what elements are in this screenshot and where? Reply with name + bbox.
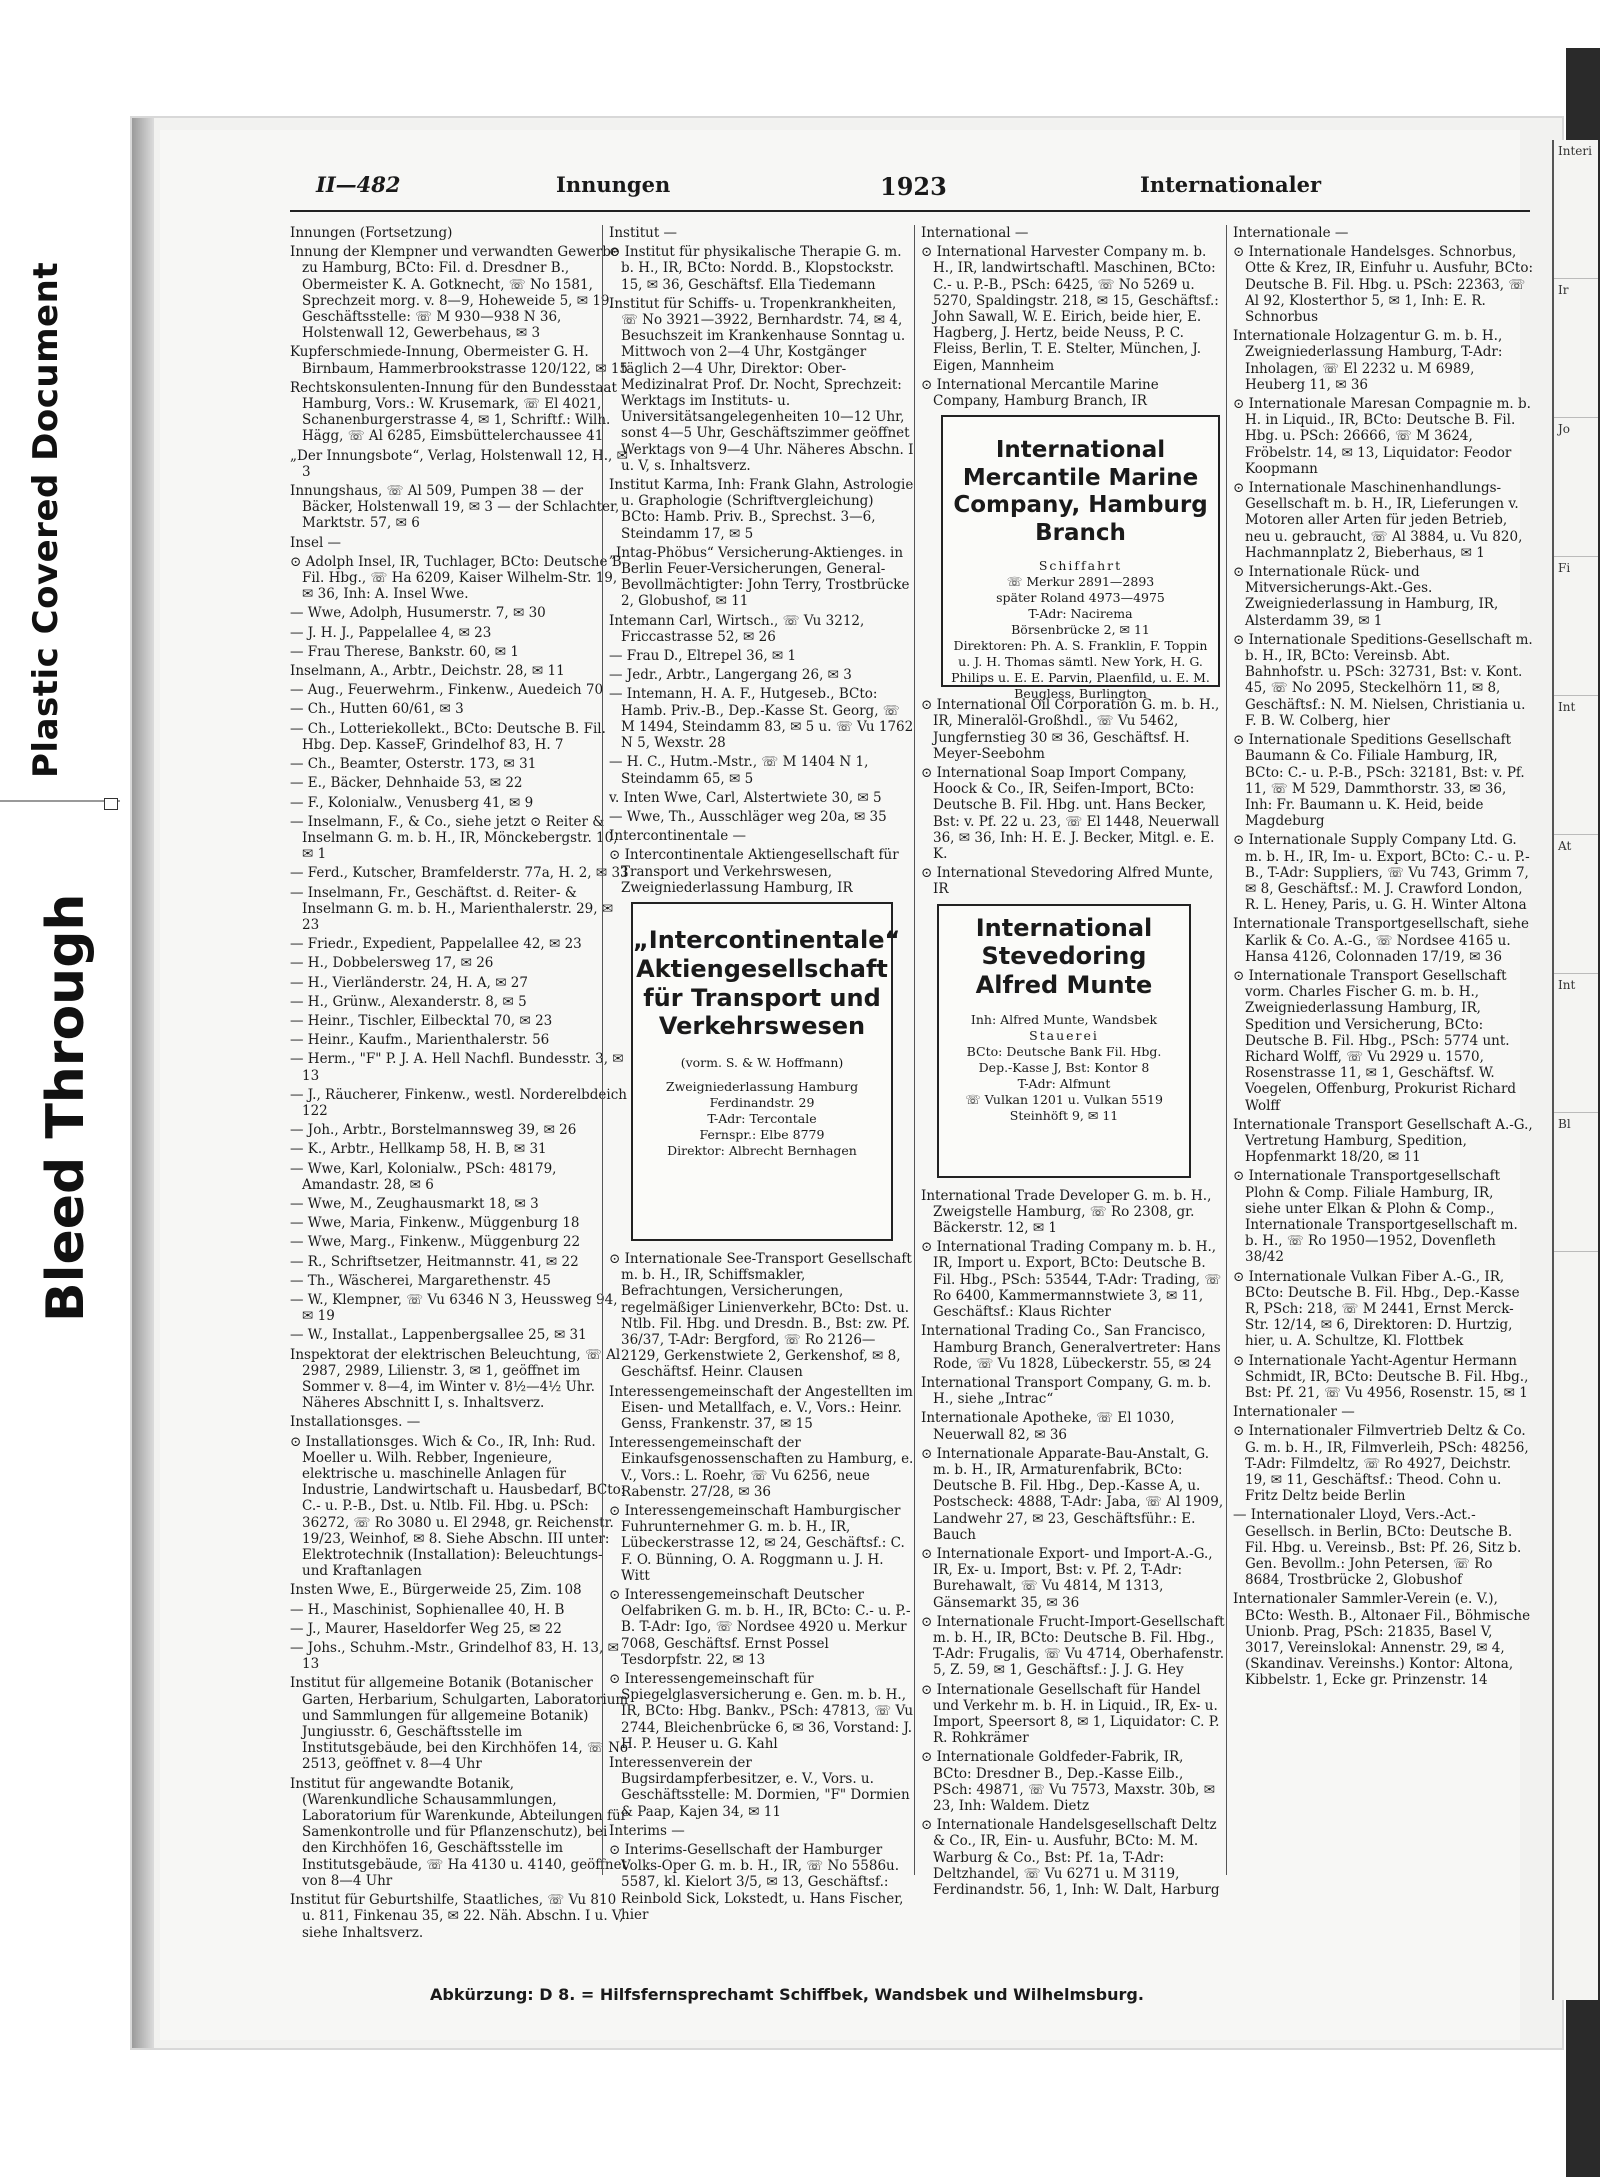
column-3	[914, 225, 1226, 1898]
directory-entry: Interessengemeinschaft der Einkaufsgenossenschaften zu Hamburg, e. V., Vors.: L. Roehr, ☏ Vu 6256, neue Rabenstr. 27/28, ✉ 36	[609, 1435, 914, 1500]
next-page-fragment: Interi	[1554, 140, 1598, 279]
ad-line: BCto: Deutsche Bank Fil. Hbg.	[966, 1044, 1162, 1060]
directory-entry: „Der Innungsbote“, Verlag, Holstenwall 12, H., ✉ 3	[290, 447, 628, 480]
directory-entry: — R., Schriftsetzer, Heitmannstr. 41, ✉ 22	[290, 1253, 579, 1270]
directory-entry: — H., Grünw., Alexanderstr. 8, ✉ 5	[290, 993, 527, 1010]
directory-entry: ⊙ Interessengemeinschaft für Spiegelglasversicherung e. Gen. m. b. H., IR, BCto: Hbg. Bankv., PSch: 47813, ☏ Vu 2744, Bleichenbrücke 6, ✉ 36, Vorstand: J. H. P. Heuser u. G. Kahl	[609, 1671, 914, 1752]
directory-entry: ⊙ Internationale Apparate-Bau-Anstalt, G. m. b. H., IR, Armaturenfabrik, BCto: Deutsche B. Fil. Hbg., Dep.-Kasse A, u. Postscheck: 4888, T-Adr: Jaba, ☏ Al 1909, Landwehr 27, ✉ 23, Geschäftsführ.: E. Bauch	[921, 1445, 1224, 1543]
directory-entry: Innungen (Fortsetzung)	[290, 225, 453, 241]
page-number: II—482	[316, 172, 401, 197]
directory-entry: — H. C., Hutm.-Mstr., ☏ M 1404 N 1, Steindamm 65, ✉ 5	[609, 754, 869, 787]
directory-entry: Internationale —	[1233, 225, 1349, 241]
directory-entry: — W., Installat., Lappenbergsallee 25, ✉ 31	[290, 1327, 587, 1344]
directory-entry: — Inselmann, Fr., Geschäftst. d. Reiter- & Inselmann G. m. b. H., Marienthalerstr. 29, ✉ 23	[290, 884, 614, 933]
directory-entry: International Trading Co., San Francisco, Hamburg Branch, Generalvertreter: Hans Rode, ☏ Vu 1828, Lübeckerstr. 55, ✉ 24	[921, 1323, 1221, 1372]
column-2	[602, 225, 914, 1923]
ad-international-mercantile-marine	[941, 415, 1220, 701]
header-year: 1923	[880, 172, 947, 201]
directory-entry: — Intemann, H. A. F., Hutgeseb., BCto: Hamb. Priv.-B., Dep.-Kasse St. Georg, ☏ M 1494, Steindamm 83, ✉ 5 u. ☏ Vu 1762 N 5, Wexstr. 28	[609, 686, 914, 752]
directory-entry: ⊙ Internationale Yacht-Agentur Hermann Schmidt, IR, BCto: Deutsche B. Fil. Hbg., Bst: Pf. 21, ☏ Vu 4956, Rosenstr. 15, ✉ 1	[1233, 1352, 1529, 1402]
column-2-bottom	[609, 1251, 914, 1923]
directory-entry: — W., Klempner, ☏ Vu 6346 N 3, Heussweg 94, ✉ 19	[290, 1291, 618, 1325]
directory-entry: ⊙ Internationale Speditions Gesellschaft Baumann & Co. Filiale Hamburg, IR, BCto: C.- u. P.-B., PSch: 32181, Bst: v. Pf. 11, ☏ M 529, Dammthorstr. 33, ✉ 36, Inh: Fr. Baumann u. K. Heid, beide Magdeburg	[1233, 732, 1525, 830]
directory-entry: — Herm., "F" P. J. A. Hell Nachfl. Bundesstr. 3, ✉ 13	[290, 1051, 624, 1084]
ad-line: Stauerei	[1029, 1028, 1099, 1044]
directory-entry: — K., Arbtr., Hellkamp 58, H. B, ✉ 31	[290, 1141, 547, 1158]
directory-entry: ⊙ Interims-Gesellschaft der Hamburger Volks-Oper G. m. b. H., IR, ☏ No 5586u. 5587, kl. Kielort 3/5, ✉ 13, Geschäftsf.: Reinbold Sick, Lokstedt, u. Hans Fischer, hier	[609, 1842, 904, 1923]
directory-entry: — Frau Therese, Bankstr. 60, ✉ 1	[290, 643, 519, 660]
directory-entry: — J., Räucherer, Finkenw., westl. Norderelbdeich 122	[290, 1086, 627, 1119]
directory-entry: — Th., Wäscherei, Margarethenstr. 45	[290, 1272, 551, 1289]
directory-entry: ⊙ Installationsges. Wich & Co., IR, Inh: Rud. Moeller u. Wilh. Rebber, Ingenieure, elektrische u. maschinelle Anlagen für Industrie, Landwirtschaft u. Hausbedarf, BCto: C.- u. P.-B., Dst. u. Ntlb. Fil. Hbg. u. PSch: 36272, ☏ Ro 3080 u. El 2948, gr. Reichenstr. 19/23, Weinhof, ✉ 8. Siehe Abschn. III unter: Elektrotechnik (Installation): Beleuchtungs- und Kraftanlagen	[290, 1433, 626, 1580]
directory-entry: Institut für allgemeine Botanik (Botanischer Garten, Herbarium, Schulgarten, Laboratorium und Sammlungen für allgemeine Botanik) Jungiusstr. 6, Geschäftsstelle im Institutsgebäude, bei den Kirchhöfen 14, ☏ No 2513, geöffnet v. 8—4 Uhr	[290, 1675, 629, 1773]
directory-entry: — Wwe, Marg., Finkenw., Müggenburg 22	[290, 1234, 581, 1251]
directory-entry: — Wwe, Th., Ausschläger weg 20a, ✉ 35	[609, 808, 887, 825]
ad-intercontinentale-title: „Intercontinentale“ Aktiengesellschaft für Transport und Verkehrswesen	[633, 925, 901, 1041]
column-2-top	[609, 225, 914, 896]
page-header	[160, 172, 1530, 204]
directory-entry: — Wwe, M., Zeughausmarkt 18, ✉ 3	[290, 1195, 539, 1212]
directory-entry: Intercontinentale —	[609, 828, 746, 845]
directory-entry: — Heinr., Tischler, Eilbecktal 70, ✉ 23	[290, 1012, 553, 1029]
directory-entry: Internationale Transportgesellschaft, siehe Karlik & Co. A.-G., ☏ Nordsee 4165 u. Hansa 4126, Colonnaden 17/19, ✉ 36	[1233, 916, 1529, 965]
directory-entry: — Joh., Arbtr., Borstelmannsweg 39, ✉ 26	[290, 1122, 577, 1139]
ad-line: Steinhöft 9, ✉ 11	[1009, 1108, 1119, 1124]
directory-entry: ⊙ International Mercantile Marine Company, Hamburg Branch, IR	[921, 376, 1159, 410]
directory-entry: Internationale Holzagentur G. m. b. H., Zweigniederlassung Hamburg, T-Adr: Inholagen, ☏ El 2232 u. M 6989, Heuberg 11, ✉ 36	[1233, 328, 1503, 393]
column-3-top	[921, 225, 1226, 409]
ad-line: später Roland 4973—4975	[996, 589, 1165, 605]
directory-entry: ⊙ International Stevedoring Alfred Munte, IR	[921, 865, 1214, 898]
directory-entry: — Wwe, Karl, Kolonialw., PSch: 48179, Amandastr. 28, ✉ 6	[290, 1160, 557, 1193]
ad-line: Dep.-Kasse J, Bst: Kontor 8	[978, 1060, 1150, 1076]
directory-entry: International —	[921, 225, 1029, 241]
ad-line: ☏ Merkur 2891—2893	[1006, 573, 1155, 589]
directory-entry: Rechtskonsulenten-Innung für den Bundesstaat Hamburg, Vors.: W. Krusemark, ☏ El 4021, Schanenburgerstrasse 4, ✉ 1, Schriftf.: Wilh. Hägg, ☏ Al 6285, Eimsbüttelerchaussee 41	[290, 379, 617, 445]
directory-entry: ⊙ Internationale Rück- und Mitversicherungs-Akt.-Ges. Zweigniederlassung in Hamburg, IR, Alsterdamm 39, ✉ 1	[1233, 564, 1499, 629]
directory-entry: ⊙ Internationale Export- und Import-A.-G., IR, Ex- u. Import, Bst: v. Pf. 2, T-Adr: Burehawalt, ☏ Vu 4814, M 1313, Gänsemarkt 35, ✉ 36	[921, 1545, 1213, 1611]
side-label-lower: Bleed Through	[36, 893, 96, 1322]
next-page-fragment: Bl	[1554, 1113, 1598, 1252]
directory-entry: ⊙ International Oil Corporation G. m. b. H., IR, Mineralöl-Großhdl., ☏ Vu 5462, Jungfernstieg 30 ✉ 36, Geschäftsf. H. Meyer-Seebohm	[921, 697, 1220, 762]
book-spine-shadow	[132, 118, 154, 2048]
directory-entry: ⊙ Interessengemeinschaft Deutscher Oelfabriken G. m. b. H., IR, BCto: C.- u. P.-B. T-Adr: Igo, ☏ Nordsee 4920 u. Merkur 7068, Geschäftsf. Ernst Possel Tesdorpfstr. 22, ✉ 13	[609, 1586, 911, 1668]
directory-entry: — F., Kolonialw., Venusberg 41, ✉ 9	[290, 794, 534, 811]
directory-entry: ⊙ Internationale Transportgesellschaft Plohn & Comp. Filiale Hamburg, IR, siehe unter Elkan & Plohn & Comp., Internationale Transportgesellschaft m. b. H., ☏ Ro 1950—1952, Dovenfleth 38/42	[1233, 1168, 1518, 1266]
directory-entry: Installationsges. —	[290, 1414, 421, 1431]
directory-entry: — Heinr., Kaufm., Marienthalerstr. 56	[290, 1032, 550, 1049]
directory-entry: Insten Wwe, E., Bürgerweide 25, Zim. 108	[290, 1582, 582, 1599]
directory-entry: Institut Karma, Inh: Frank Glahn, Astrologie u. Graphologie (Schriftvergleichung) BCto: Hamb. Priv. B., Sprechst. 3—6, Steindamm 17, ✉ 5	[609, 477, 914, 542]
next-page-fragment: Fi	[1554, 557, 1598, 696]
ad-line: Schiffahrt	[1038, 557, 1123, 573]
ad-imm-title: International Mercantile Marine Company, Hamburg Branch	[953, 437, 1208, 547]
ad-intercontinentale	[631, 902, 901, 1241]
directory-entry: Internationale Transport Gesellschaft A.-G., Vertretung Hamburg, Spedition, Hopfenmarkt 18/20, ✉ 11	[1233, 1116, 1533, 1166]
directory-entry: ⊙ Internationale Goldfeder-Fabrik, IR, BCto: Dresdner B., Dep.-Kasse Eilb., PSch: 49871, ☏ Vu 7573, Maxstr. 30b, ✉ 23, Inh: Waldem. Dietz	[921, 1749, 1216, 1814]
directory-entry: — H., Maschinist, Sophienallee 40, H. B	[290, 1601, 565, 1618]
directory-entry: ⊙ Internationale Handelsges. Schnorbus, Otte & Krez, IR, Einfuhr u. Ausfuhr, BCto: Deutsche B. Fil. Hbg. u. PSch: 22363, ☏ Al 92, Klosterthor 5, ✉ 1, Inh: E. R. Schnorbus	[1233, 244, 1533, 326]
directory-entry: — J. H. J., Pappelallee 4, ✉ 23	[290, 624, 492, 641]
directory-entry: — Ch., Lotteriekollekt., BCto: Deutsche B. Fil. Hbg. Dep. KasseF, Grindelhof 83, H. 7	[290, 720, 606, 753]
directory-entry: — Ch., Beamter, Osterstr. 173, ✉ 31	[290, 756, 537, 773]
directory-entry: v. Inten Wwe, Carl, Alstertwiete 30, ✉ 5	[609, 789, 882, 806]
directory-entry: Internationaler Sammler-Verein (e. V.), BCto: Westh. B., Altonaer Fil., Böhmische Unionb. Prag, PSch: 21835, Basel V, 3017, Vereinslokal: Annenstr. 29, ✉ 4, (Skandinav. Vereinshs.) Kontor: Altona, Kibbelstr. 1, Ecke gr. Prinzenstr. 14	[1233, 1591, 1531, 1689]
ad-line: T-Adr: Tercontale	[707, 1111, 817, 1127]
ad-stevedoring-title: International Stevedoring Alfred Munte	[975, 913, 1153, 1000]
header-section-word: Innungen	[556, 172, 671, 197]
directory-entry: Interims —	[609, 1822, 685, 1839]
directory-entry: ⊙ Adolph Insel, IR, Tuchlager, BCto: Deutsche B. Fil. Hbg., ☏ Ha 6209, Kaiser Wilhelm-Str. 19, ✉ 36, Inh: A. Insel Wwe.	[290, 553, 626, 603]
directory-entry: ⊙ International Trading Company m. b. H., IR, Import u. Export, BCto: Deutsche B. Fil. Hbg., PSch: 53544, T-Adr: Trading, ☏ Ro 6400, Kammermannstwiete 3, ✉ 11, Geschäftsf.: Klaus Richter	[921, 1239, 1222, 1321]
directory-entry: — J., Maurer, Haseldorfer Weg 25, ✉ 22	[290, 1620, 562, 1637]
ad-line: Direktor: Albrecht Bernhagen	[667, 1143, 857, 1159]
column-3-mid	[921, 697, 1226, 897]
directory-entry: Interessengemeinschaft der Angestellten im Eisen- und Metallfach, e. V., Vors.: Heinr. Genss, Frankenstr. 37, ✉ 15	[609, 1383, 913, 1432]
page-footer: Abkürzung: D 8. = Hilfsfernsprechamt Schiffbek, Wandsbek und Wilhelmsburg.	[430, 1985, 1144, 2004]
directory-entry: ⊙ Internationale Maresan Compagnie m. b. H. in Liquid., IR, BCto: Deutsche B. Fil. Hbg. u. PSch: 26666, ☏ M 3624, Fröbelstr. 14, ✉ 13, Liquidator: Feodor Koopmann	[1233, 396, 1531, 477]
directory-entry: International Trade Developer G. m. b. H., Zweigstelle Hamburg, ☏ Ro 2308, gr. Bäckerstr. 12, ✉ 1	[921, 1187, 1212, 1237]
directory-entry: — Frau D., Eltrepel 36, ✉ 1	[609, 648, 797, 665]
directory-entry: Institut —	[609, 225, 678, 241]
column-1	[290, 225, 630, 1941]
directory-entry: Institut für Schiffs- u. Tropenkrankheiten, ☏ No 3921—3922, Bernhardstr. 74, ✉ 4, Besuchszeit im Krankenhause Sonntag u. Mittwoch von 2—4 Uhr, Kostgänger täglich 2—4 Uhr, Direktor: Ober-Medizinalrat Prof. Dr. Nocht, Sprechzeit: Werktags im Instituts- u. Universitätsangelegenheiten 10—12 Uhr, sonst 4—5 Uhr, Geschäftszimmer geöffnet Werktags von 9—4 Uhr. Näheres Abschn. I u. V, s. Inhaltsverz.	[609, 295, 914, 474]
directory-entry: Internationale Apotheke, ☏ El 1030, Neuerwall 82, ✉ 36	[921, 1410, 1175, 1443]
directory-entry: ⊙ Internationale Supply Company Ltd. G. m. b. H., IR, Im- u. Export, BCto: C.- u. P.-B., T-Adr: Suppliers, ☏ Vu 743, Grimm 7, ✉ 8, Geschäftsf.: M. J. Crawford London, R. L. Heney, Paris, u. G. H. Winter Altona	[1233, 832, 1530, 914]
directory-entry: ⊙ Internationale Vulkan Fiber A.-G., IR, BCto: Deutsche B. Fil. Hbg., Dep.-Kasse R, PSch: 218, ☏ M 2441, Ernst Merck-Str. 12/14, ✉ 6, Direktoren: D. Hurtzig, hier, u. A. Schultze, Kl. Flottbek	[1233, 1268, 1520, 1350]
directory-entry: ⊙ Institut für physikalische Therapie G. m. b. H., IR, BCto: Nordd. B., Klopstockstr. 15, ✉ 36, Geschäftsf. Ella Tiedemann	[609, 244, 902, 293]
column-4	[1226, 225, 1533, 1875]
side-label-strip	[0, 0, 120, 2177]
ad-line: Direktoren: Ph. A. S. Franklin, F. Toppin u. J. H. Thomas sämtl. New York, H. G. Philips u. E. E. Parvin, Plaenfild, u. E. M. Beugless, Burlington	[951, 637, 1210, 701]
directory-entry: ⊙ Internationale Frucht-Import-Gesellschaft m. b. H., IR, BCto: Deutsche B. Fil. Hbg., T-Adr: Frugalis, ☏ Vu 4714, Oberhafenstr. 5, Z. 59, ✉ 1, Geschäftsf.: J. J. G. Hey	[921, 1613, 1225, 1679]
ad-line: ☏ Vulkan 1201 u. Vulkan 5519	[965, 1092, 1163, 1108]
ad-line: T-Adr: Alfmunt	[1017, 1076, 1111, 1092]
next-page-edge	[1552, 140, 1598, 2000]
column-3-bottom	[921, 1188, 1226, 1899]
directory-entry: ⊙ Internationale See-Transport Gesellschaft m. b. H., IR, Schiffsmakler, Befrachtungen, Versicherungen, regelmäßiger Linienverkehr, BCto: Dst. u. Ntlb. Fil. Hbg. und Dresdn. B., Bst: zw. Pf. 36/37, T-Adr: Bergford, ☏ Ro 2126—2129, Gerkenstwiete 2, Gerkenshof, ✉ 8, Geschäftsf. Heinr. Clausen	[609, 1250, 912, 1381]
directory-entry: Innungshaus, ☏ Al 509, Pumpen 38 — der Bäcker, Holstenwall 19, ✉ 3 — der Schlachter, Marktstr. 57, ✉ 6	[290, 483, 620, 532]
directory-entry: Kupferschmiede-Innung, Obermeister G. H. Birnbaum, Hammerbrookstrasse 120/122, ✉ 15	[290, 344, 628, 377]
directory-entry: ⊙ International Harvester Company m. b. H., IR, landwirtschaftl. Maschinen, BCto: C.- u. P.-B., PSch: 6425, ☏ No 5269 u. 5270, Spaldingstr. 218, ✉ 15, Geschäftsf.: John Sawall, W. E. Eirich, beide hier, E. Hagberg, J. Hertz, beide Neuss, P. C. Fleiss, Berlin, T. E. Stelter, München, J. Eigen, Mannheim	[921, 244, 1219, 374]
directory-entry: ⊙ Internationale Transport Gesellschaft vorm. Charles Fischer G. m. b. H., Zweigniederlassung Hamburg, IR, Spedition und Versicherung, BCto: Deutsche B. Fil. Hbg., PSch: 5774 unt. Richard Wolff, ☏ Vu 2929 u. 1570, Rosenstrasse 11, ✉ 1, Geschäftsf. W. Voegelen, Offenburg, Prokurist Richard Wolff	[1233, 967, 1517, 1114]
directory-entry: — Ch., Hutten 60/61, ✉ 3	[290, 701, 464, 718]
directory-entry: — Johs., Schuhm.-Mstr., Grindelhof 83, H. 13, ✉ 13	[290, 1640, 619, 1673]
directory-entry: ⊙ Internationaler Filmvertrieb Deltz & Co. G. m. b. H., IR, Filmverleih, PSch: 48256, T-Adr: Filmdeltz, ☏ Ro 4927, Deichstr. 19, ✉ 11, Geschäftsf.: Theod. Cohn u. Fritz Deltz beide Berlin	[1233, 1423, 1529, 1505]
ad-line: Zweigniederlassung Hamburg	[665, 1079, 859, 1095]
ad-line: (vorm. S. & W. Hoffmann)	[680, 1055, 844, 1071]
directory-entry: ⊙ Internationale Handelsgesellschaft Deltz & Co., IR, Ein- u. Ausfuhr, BCto: M. M. Warburg & Co., Bst: Pf. 1a, T-Adr: Deltzhandel, ☏ Vu 6271 u. M 3119, Ferdinandstr. 56, 1, Inh: W. Dalt, Harburg	[921, 1817, 1220, 1898]
directory-entry: Innung der Klempner und verwandten Gewerbe zu Hamburg, BCto: Fil. d. Dresdner B., Obermeister K. A. Gotknecht, ☏ No 1581, Sprechzeit morg. v. 8—9, Hoheweide 5, ✉ 19, Geschäftsstelle: ☏ M 930—938 N 36, Holstenwall 12, Gewerbehaus, ✉ 3	[290, 244, 619, 342]
directory-entry: International Transport Company, G. m. b. H., siehe „Intrac“	[921, 1374, 1212, 1408]
directory-entry: — Friedr., Expedient, Pappelallee 42, ✉ 23	[290, 936, 582, 953]
directory-entry: ⊙ Internationale Gesellschaft für Handel und Verkehr m. b. H. in Liquid., IR, Ex- u. Import, Speersort 8, ✉ 1, Liquidator: C. P. R. Rohkrämer	[921, 1681, 1220, 1747]
ad-line: Inh: Alfred Munte, Wandsbek	[970, 1012, 1158, 1028]
directory-entry: Inspektorat der elektrischen Beleuchtung, ☏ Al 2987, 2989, Lilienstr. 3, ✉ 1, geöffnet im Sommer v. 8—4, im Winter v. 8½—4½ Uhr. Näheres Abschnitt I, s. Inhaltsverz.	[290, 1346, 621, 1412]
directory-entry: Institut für Geburtshilfe, Staatliches, ☏ Vu 810 u. 811, Finkenau 35, ✉ 22. Näh. Abschn. I u. V, siehe Inhaltsverz.	[290, 1892, 624, 1941]
directory-entry: „Intag-Phöbus“ Versicherung-Aktienges. in Berlin Feuer-Versicherungen, General-Bevollmächtigter: John Terry, Trostbrücke 2, Globushof, ✉ 11	[609, 544, 910, 610]
directory-entry: — Wwe, Adolph, Husumerstr. 7, ✉ 30	[290, 605, 546, 622]
ad-international-stevedoring	[937, 904, 1191, 1178]
directory-entry: ⊙ Internationale Maschinenhandlungs-Gesellschaft m. b. H., IR, Lieferungen v. Motoren aller Arten für jeden Betrieb, neu u. gebraucht, ☏ Al 3884, u. Vu 820, Hachmannplatz 2, Bieberhaus, ✉ 1	[1233, 480, 1523, 561]
ad-line: Ferdinandstr. 29	[709, 1095, 815, 1111]
directory-entry: Insel —	[290, 534, 342, 551]
directory-entry: ⊙ Interessengemeinschaft Hamburgischer Fuhrunternehmer G. m. b. H., IR, Lübeckerstrasse 12, ✉ 24, Geschäftsf.: C. F. O. Bünning, O. A. Roggmann u. J. H. Witt	[609, 1502, 905, 1584]
directory-entry: — H., Vierländerstr. 24, H. A, ✉ 27	[290, 974, 528, 991]
directory-entry: — Aug., Feuerwehrm., Finkenw., Auedeich 70	[290, 682, 604, 699]
side-label-upper: Plastic Covered Document	[26, 261, 66, 778]
side-label-divider	[0, 800, 120, 802]
ad-line: Börsenbrücke 2, ✉ 11	[1011, 621, 1150, 637]
next-page-fragment: At	[1554, 835, 1598, 974]
header-rule	[290, 210, 1530, 212]
ad-line: Fernspr.: Elbe 8779	[699, 1127, 825, 1143]
directory-entry: — Ferd., Kutscher, Bramfelderstr. 77a, H. 2, ✉ 33	[290, 865, 629, 882]
directory-entry: — Wwe, Maria, Finkenw., Müggenburg 18	[290, 1215, 580, 1232]
directory-entry: Internationaler —	[1233, 1404, 1355, 1421]
directory-entry: ⊙ Internationale Speditions-Gesellschaft m. b. H., IR, BCto: Vereinsb. Abt. Bahnhofstr. u. PSch: 32731, Bst: v. Kont. 45, ☏ No 2095, Steckelhörn 11, ✉ 8, Geschäftsf.: N. M. Nielsen, Christiania u. F. B. W. Colberg, hier	[1233, 631, 1533, 729]
side-label-tab	[104, 798, 118, 810]
directory-entry: — Internationaler Lloyd, Vers.-Act.-Gesellsch. in Berlin, BCto: Deutsche B. Fil. Hbg. u. Vereinsb., Bst: Pf. 26, Sitz b. Gen. Bevollm.: John Petersen, ☏ Ro 8684, Trostbrücke 2, Globushof	[1233, 1507, 1522, 1589]
next-page-fragment: Int	[1554, 696, 1598, 835]
directory-entry: Intemann Carl, Wirtsch., ☏ Vu 3212, Friccastrasse 52, ✉ 26	[609, 612, 865, 645]
directory-entry: — E., Bäcker, Dehnhaide 53, ✉ 22	[290, 775, 523, 792]
next-page-fragment: Jo	[1554, 418, 1598, 557]
directory-entry: Inselmann, A., Arbtr., Deichstr. 28, ✉ 11	[290, 663, 565, 680]
directory-entry: — Jedr., Arbtr., Langergang 26, ✉ 3	[609, 667, 852, 684]
header-keyword: Internationaler	[1140, 172, 1322, 197]
directory-entry: Interessenverein der Bugsirdampferbesitzer, e. V., Vors. u. Geschäftsstelle: M. Dormien, "F" Dormien & Paap, Kajen 34, ✉ 11	[609, 1755, 910, 1820]
directory-entry: — Inselmann, F., & Co., siehe jetzt ⊙ Reiter & Inselmann G. m. b. H., IR, Mönckebergstr. 10, ✉ 1	[290, 813, 618, 863]
directory-entry: ⊙ Intercontinentale Aktiengesellschaft für Transport und Verkehrswesen, Zweigniederlassung Hamburg, IR	[609, 847, 899, 896]
directory-entry: ⊙ International Soap Import Company, Hoock & Co., IR, Seifen-Import, BCto: Deutsche B. Fil. Hbg. unt. Hans Becker, Bst: v. Pf. 22 u. 23, ☏ El 1448, Neuerwall 36, ✉ 36, Inh: H. E. J. Becker, Mitgl. e. E. K.	[921, 765, 1220, 863]
directory-entry: — H., Dobbelersweg 17, ✉ 26	[290, 955, 494, 972]
ad-line: T-Adr: Nacirema	[1028, 605, 1133, 621]
next-page-fragment: Int	[1554, 974, 1598, 1113]
next-page-fragment: Ir	[1554, 279, 1598, 418]
directory-entry: Institut für angewandte Botanik, (Warenkundliche Schausammlungen, Laboratorium für Warenkunde, Abteilungen für Samenkontrolle und für Pflanzenschutz), bei den Kirchhöfen 16, Geschäftsstelle im Institutsgebäude, ☏ Ha 4130 u. 4140, geöffnet von 8—4 Uhr	[290, 1775, 628, 1889]
